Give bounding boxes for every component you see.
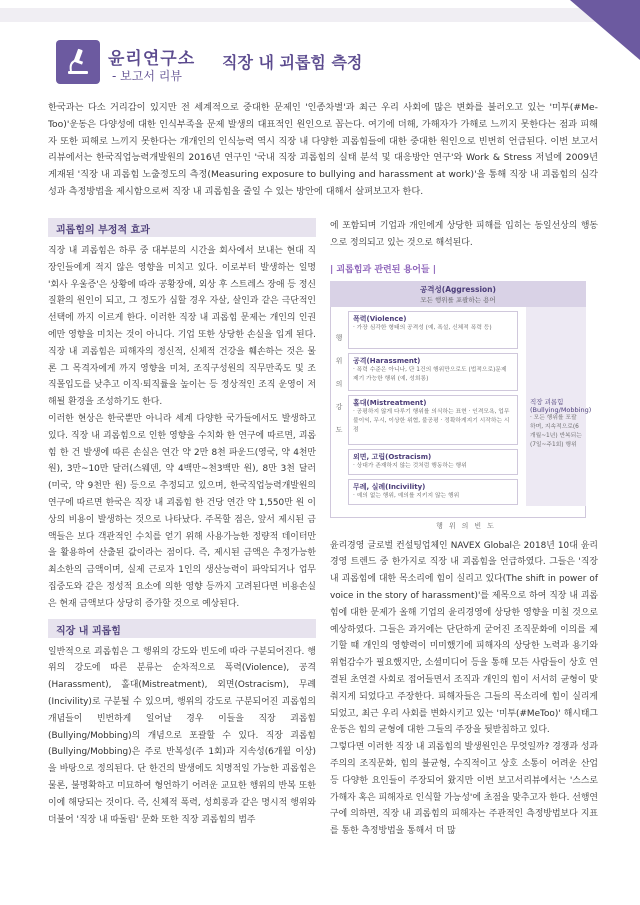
y-axis-char: 강 <box>335 402 343 411</box>
bullying-desc: · 모든 행위를 포괄하며, 지속적으로(6개월~1년) 반복되는(7일~주1회) 행위 <box>530 414 582 448</box>
microscope-icon <box>56 40 100 84</box>
section-heading-negative-effects: 괴롭힘의 부정적 효과 <box>48 218 316 237</box>
right-column <box>330 218 598 840</box>
aggression-box <box>330 281 586 307</box>
top-decoration <box>0 0 640 22</box>
bullying-title: 직장 괴롭힘 (Bullying/Mobbing) <box>530 397 592 414</box>
paragraph: 에 포함되며 기업과 개인에게 상당한 피해를 입히는 동일선상의 행동으로 정의되고 있는 것으로 해석된다. <box>330 221 598 248</box>
paragraph: 윤리경영 글로벌 컨설팅업체인 NAVEX Global은 2018년 10대 윤리경영 트렌드 중 한가지로 직장 내 괴롭힘을 언급하였다. 그들은 '직장 내 괴롭힘에 대한 목소리에 힘이 실리고 있다(The shift in power of voice in the story of harassment)'를 제목으로 하여 직장 내 괴롭힘에 대한 문제가 올해 기업의 윤리경영에 상당한 영향을 미칠 것으로 예상하였다. 그들은 과거에는 단단하게 굳어진 조직문화에 이의를 제기할 때 개인의 영향력이 미미했기에 피해자의 상당한 노력과 용기와 위험감수가 필요했지만, 소셜미디어 등을 통해 모든 사람들이 상호 연결된 초연결 사회로 접어들면서 조직과 개인의 힘이 서서히 균형이 맞춰지게 되었다고 주장한다. 피해자들은 그들의 목소리에 힘이 실리게 되었고, 최근 우리 사회를 변화시키고 있는 '미투(#MeToo)' 해시태그 운동은 힘의 균형에 대한 그들의 주장을 뒷받침하고 있다. <box>330 540 598 736</box>
level-incivility <box>348 479 518 505</box>
level-violence <box>348 311 518 349</box>
logo-subtitle: - 보고서 리뷰 <box>112 69 182 83</box>
y-axis-char: 행 <box>335 333 343 342</box>
figure-caption: | 괴롭힘과 관련된 용어들 | <box>330 264 437 275</box>
y-axis-char: 위 <box>335 356 343 365</box>
level-name: 무례, 실례(Incivility) <box>353 482 426 491</box>
x-axis-label: 행위의빈도 <box>436 521 500 530</box>
harassment-terms-figure <box>330 281 598 536</box>
level-desc: · 상대가 존재하지 않는 것처럼 행동하는 행위 <box>353 462 467 469</box>
level-desc: · 예의 없는 행위, 예의를 지키지 않는 행위 <box>353 492 460 499</box>
level-name: 폭력(Violence) <box>353 314 407 323</box>
level-name: 홀대(Mistreatment) <box>353 398 427 407</box>
level-desc: · 폭력 수준은 아니나, 단 1건의 행위만으로도 (법적으로)문제 제기 가능한 행위 (예, 성희롱) <box>353 366 507 382</box>
intro-paragraph: 한국과는 다소 거리감이 있지만 전 세계적으로 중대한 문제인 '인종차별'과 최근 우리 사회에 많은 변화를 불러오고 있는 '미투(#Me-Too)'운동은 다양성에 대한 인식부족을 문제 발생의 대표적인 원인으로 꼽는다. 여기에 더해, 가해자가 가해로 느끼지 못한다는 점과 피해자 또한 피해로 느끼지 못한다는 개개인의 인식능력 역시 직장 내 다양한 괴롭힘들에 대한 중대한 원인으로 빈번히 언급된다. 이번 보고서 리뷰에서는 한국직업능력개발원의 2016년 연구인 '국내 직장 괴롭힘의 실태 분석 및 대응방안 연구'와 Work & Stress 저널에 2009년 게재된 '직장 내 괴롭힘 노출정도의 측정(Measuring exposure to bullying and harassment at work)'을 통해 직장 내 괴롭힘의 심각성과 측정방법을 제시함으로써 직장 내 괴롭힘을 줄일 수 있는 방안에 대해서 살펴보고자 한다. <box>48 102 598 197</box>
y-axis-char: 의 <box>335 379 343 388</box>
left-column <box>48 218 316 828</box>
paragraph: 직장 내 괴롭힘은 하루 중 대부분의 시간을 회사에서 보내는 현대 직장인들에게 적지 않은 영향을 미치고 있다. 이로부터 발생하는 일명 '회사 우울증'은 상황에 따라 공황장애, 외상 후 스트레스 장애 등 정신질환의 원인이 되고, 그 정도가 심할 경우 자살, 살인과 같은 극단적인 선택에 까지 이르게 한다. 이러한 직장 내 괴롭힘 문제는 개인의 인권에만 영향을 미치는 것이 아니다. 기업 또한 상당한 손실을 입게 된다. 직장 내 괴롭힘은 피해자의 정신적, 신체적 건강을 훼손하는 것은 물론 그 목격자에게 까지 영향을 미쳐, 조직구성원의 직무만족도 및 조직몰입도를 낮추고 이직·퇴직률을 높이는 등 정상적인 조직 운영이 저해될 환경을 조성하기도 한다. <box>48 246 316 408</box>
paragraph: 이러한 현상은 한국뿐만 아니라 세계 다양한 국가들에서도 발생하고 있다. 직장 내 괴롭힘으로 인한 영향을 수치화 한 연구에 따르면, 괴롭힘 한 건 발생에 따른 손실은 연간 약 2만 8천 파운드(영국, 약 4천만 원), 3만~10만 달러(스웨덴, 약 4백만~천3백만 원), 8만 3천 달러(미국, 약 9천만 원) 등으로 추정되고 있으며, 한국직업능력개발원의 연구에 따르면 한국은 직장 내 괴롭힘 한 건당 연간 약 1,550만 원 이상의 비용이 발생하는 것으로 나타났다. 주목할 점은, 앞서 제시된 금액들은 보다 객관적인 수치를 얻기 위해 사용가능한 정량적 데이터만을 활용하여 산출된 값이라는 점이다. 즉, 제시된 금액은 추정가능한 최소한의 금액이며, 실제 근로자 1인의 생산능력이 파악되거나 업무 집중도와 같은 정성적 요소에 의한 영향 등까지 고려된다면 비용손실은 현재 금액보다 상당히 증가할 것으로 예상된다. <box>48 413 316 609</box>
aggression-desc: 모든 행위를 포괄하는 용어 <box>420 295 496 304</box>
y-axis-char: 도 <box>335 425 343 434</box>
paragraph: 그렇다면 이러한 직장 내 괴롭힘의 발생원인은 무엇일까? 경쟁과 성과주의의 조직문화, 힘의 불균형, 수직적이고 상호 소통이 어려운 산업 등 다양한 요인들이 주장되어 왔지만 이번 보고서리뷰에서는 '스스로 가해자 혹은 피해자로 인식할 가능성'에 초점을 맞추고자 한다. 선행연구에 의하면, 직장 내 괴롭힘의 피해자는 주관적인 측정방법보다 지표를 통한 측정방법을 통해서 더 많 <box>330 742 598 837</box>
level-name: 공격(Harassment) <box>353 356 421 365</box>
bullying-box <box>526 307 592 506</box>
level-ostracism <box>348 449 518 475</box>
level-desc: · 가장 심각한 형태의 공격성 (예, 폭설, 신체적 폭력 등) <box>353 324 492 331</box>
corner-decoration <box>570 0 640 60</box>
aggression-title: 공격성(Aggression) <box>420 284 496 294</box>
page-title: 직장 내 괴롭힘 측정 <box>222 53 363 72</box>
paragraph: 일반적으로 괴롭힘은 그 행위의 강도와 빈도에 따라 구분되어진다. 행위의 강도에 따른 분류는 순차적으로 폭력(Violence), 공격(Harassment), 홀대(Mistreatment), 외면(Ostracism), 무례(Incivility)로 구분될 수 있으며, 행위의 강도로 구분되어진 괴롭힘의 개념들이 빈번하게 일어날 경우 이들을 직장 괴롭힘(Bullying/Mobbing)의 개념으로 포괄할 수 있다. 직장 괴롭힘(Bullying/Mobbing)은 주로 반복성(주 1회)과 지속성(6개월 이상)을 바탕으로 정의된다. 단 한건의 발생에도 치명적일 가능한 괴롭힘은 물론, 불명확하고 미묘하여 형언하기 어려운 교묘한 행위의 반복 또한 이에 해당되는 것이다. 즉, 신체적 폭력, 성희롱과 같은 명시적 행위와 더불어 '직장 내 따돌림' 문화 또한 직장 괴롭힘의 범주 <box>48 646 316 825</box>
level-name: 외면, 고립(Ostracism) <box>353 452 432 461</box>
y-axis-label <box>334 327 344 442</box>
level-harassment <box>348 353 518 391</box>
level-desc: · 공평하지 않게 다루기 행위를 의식하는 표현 · 인격모욕, 업무 불이익, 무시, 이상한 위협, 불공평 · 정확하게지기 시작하는 시점 <box>353 408 510 433</box>
level-mistreatment <box>348 395 518 445</box>
section-heading-workplace-harassment: 직장 내 괴롭힘 <box>48 619 316 638</box>
logo-title: 윤리연구소 <box>108 49 196 69</box>
